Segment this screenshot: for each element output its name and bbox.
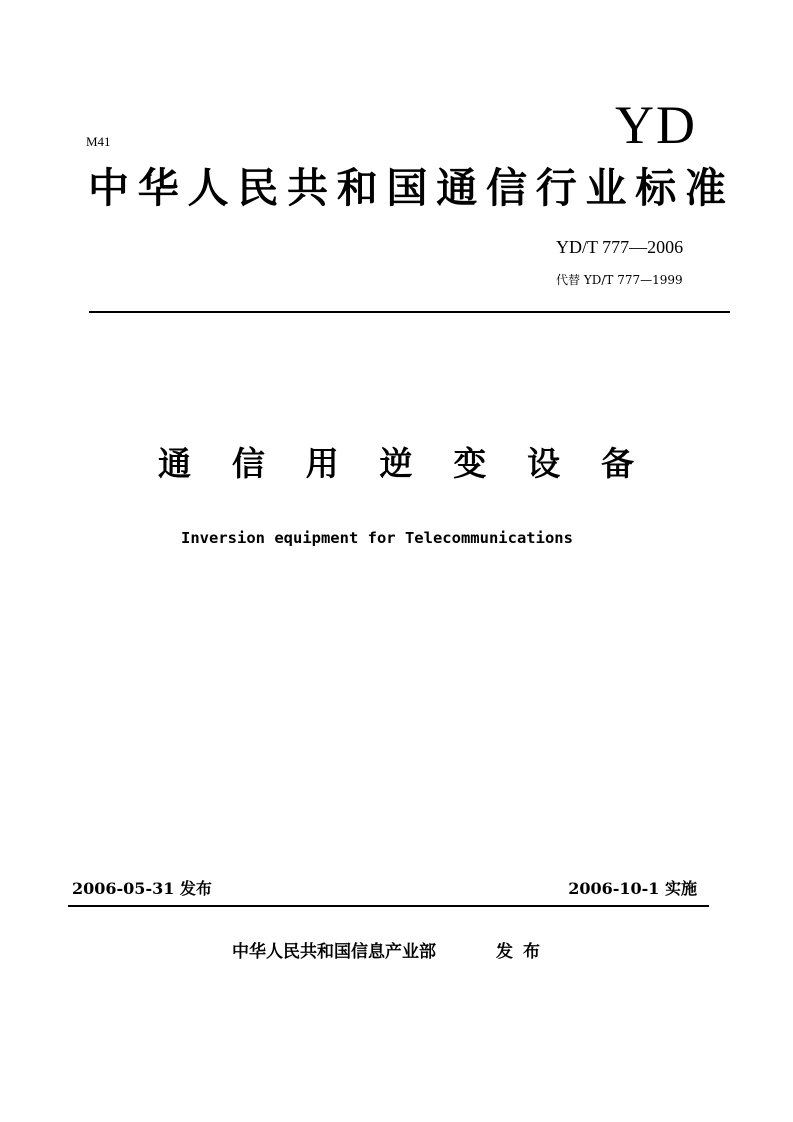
publish-label: 发布 [496, 942, 550, 962]
standard-title-char: 中 [88, 164, 129, 212]
document-title-cn-char: 用 [305, 444, 339, 483]
standard-title-char: 民 [237, 164, 279, 212]
standard-title-char: 业 [585, 164, 627, 212]
document-title-cn-char: 逆 [379, 444, 413, 483]
standard-number: YD/T 777—2006 [556, 237, 684, 257]
standard-title-char: 信 [486, 164, 527, 212]
yd-logo: YD [615, 95, 697, 155]
standard-title-char: 行 [535, 164, 577, 212]
document-title-cn-char: 信 [231, 444, 265, 483]
document-title-cn-char: 通 [158, 444, 191, 483]
top-divider [89, 311, 730, 313]
standard-title-char: 共 [287, 164, 328, 212]
document-title-cn-char: 变 [453, 444, 487, 483]
standard-title-char: 通 [436, 164, 478, 212]
bottom-divider [68, 905, 709, 907]
standard-title-char: 和 [336, 164, 378, 212]
standard-title-char: 准 [685, 164, 726, 212]
implementation-date: 2006-10-1 实施 [568, 879, 697, 898]
replaces-note: 代替 YD/T 777—1999 [556, 273, 683, 287]
publisher: 中华人民共和国信息产业部 [232, 942, 436, 962]
standard-title-char: 国 [386, 164, 428, 212]
standard-title-char: 人 [187, 164, 229, 212]
document-title-cn [158, 446, 634, 482]
document-title-cn-char: 备 [600, 444, 634, 483]
standard-title-char: 华 [137, 164, 179, 212]
document-title-cn-char: 设 [527, 444, 561, 483]
document-title-en: Inversion equipment for Telecommunications [181, 529, 573, 547]
issue-date: 2006-05-31 发布 [72, 879, 212, 898]
classification-code: M41 [86, 134, 111, 149]
standard-title [88, 166, 726, 211]
standard-title-char: 标 [635, 164, 677, 212]
